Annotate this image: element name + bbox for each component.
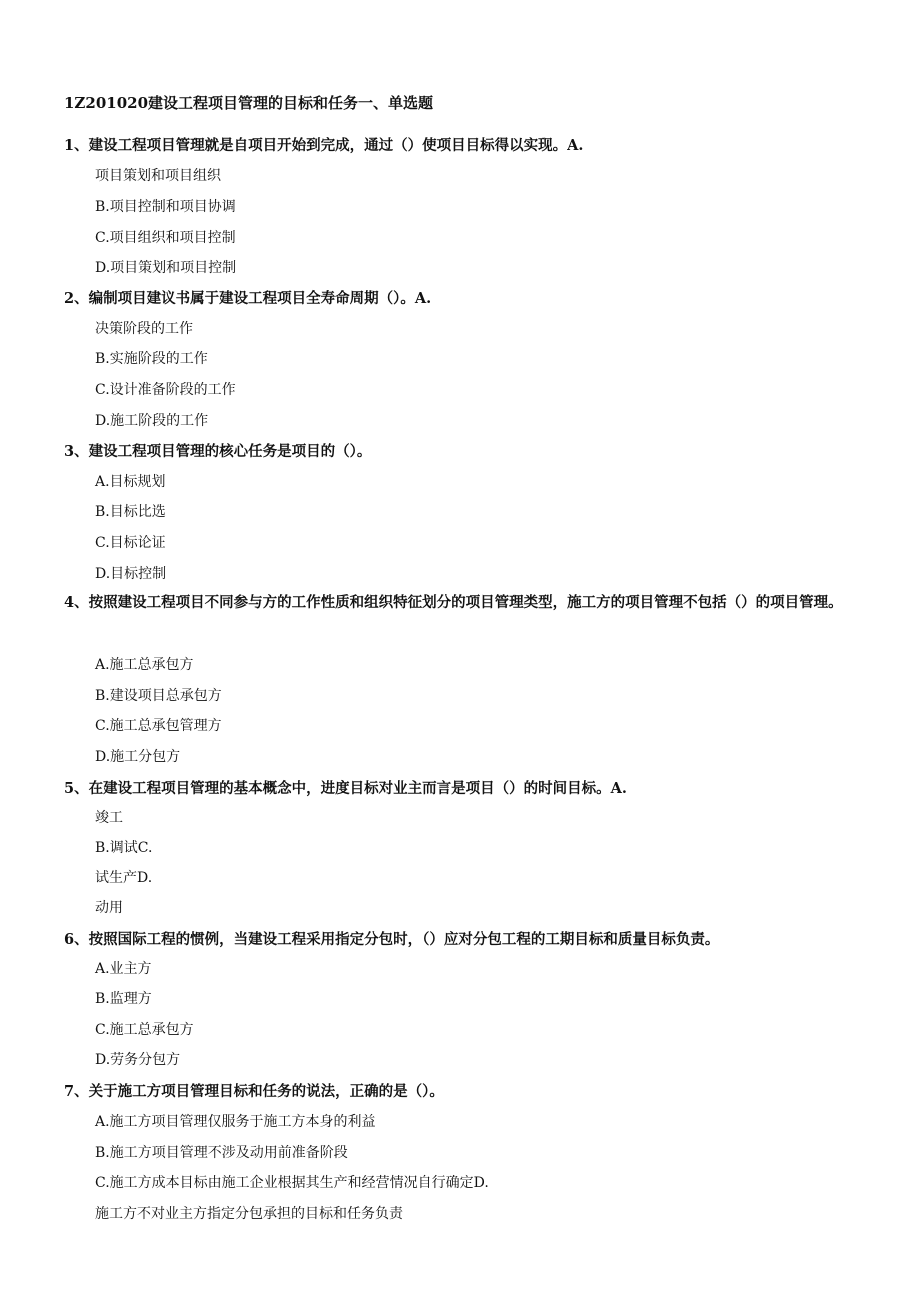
question-7-option-d: 施工方不对业主方指定分包承担的目标和任务负责	[95, 1206, 403, 1222]
question-2-option-b: B.实施阶段的工作	[95, 351, 208, 367]
question-6: 6、按照国际工程的惯例，当建设工程采用指定分包时，（）应对分包工程的工期目标和质量目标负责。	[64, 931, 720, 948]
question-1: 1、建设工程项目管理就是自项目开始到完成，通过（）使项目目标得以实现。A.	[64, 137, 584, 154]
question-4-option-d: D.施工分包方	[95, 749, 181, 765]
question-3: 3、建设工程项目管理的核心任务是项目的（）。	[64, 443, 372, 460]
question-6-option-a: A.业主方	[95, 961, 152, 977]
question-1-option-d: D.项目策划和项目控制	[95, 260, 237, 276]
question-1-option-a: 项目策划和项目组织	[95, 168, 221, 184]
question-2-option-d: D.施工阶段的工作	[95, 413, 209, 429]
question-3-option-a: A.目标规划	[95, 474, 166, 490]
question-7-option-a: A.施工方项目管理仅服务于施工方本身的利益	[95, 1114, 376, 1130]
question-6-option-d: D.劳务分包方	[95, 1052, 181, 1068]
question-7: 7、关于施工方项目管理目标和任务的说法，正确的是（）。	[64, 1083, 444, 1100]
question-4-option-b: B.建设项目总承包方	[95, 688, 222, 704]
question-2-option-c: C.设计准备阶段的工作	[95, 382, 236, 398]
question-2-option-a: 决策阶段的工作	[95, 321, 193, 337]
document-title: 1Z201020建设工程项目管理的目标和任务一、单选题	[64, 94, 434, 112]
question-1-option-b: B.项目控制和项目协调	[95, 199, 236, 215]
question-7-option-c: C.施工方成本目标由施工企业根据其生产和经营情况自行确定D.	[95, 1175, 489, 1191]
question-5: 5、在建设工程项目管理的基本概念中，进度目标对业主而言是项目（）的时间目标。A.	[64, 780, 627, 797]
question-1-option-c: C.项目组织和项目控制	[95, 230, 236, 246]
question-5-option-b: B.调试C.	[95, 840, 153, 856]
question-3-option-d: D.目标控制	[95, 566, 167, 582]
question-6-option-b: B.监理方	[95, 991, 152, 1007]
question-5-option-a: 竣工	[95, 810, 123, 826]
question-4-option-a: A.施工总承包方	[95, 657, 194, 673]
question-7-option-b: B.施工方项目管理不涉及动用前准备阶段	[95, 1145, 348, 1161]
question-2: 2、编制项目建议书属于建设工程项目全寿命周期（）。A.	[64, 290, 432, 307]
question-5-option-c: 试生产D.	[95, 870, 153, 886]
question-3-option-b: B.目标比选	[95, 504, 166, 520]
question-4: 4、按照建设工程项目不同参与方的工作性质和组织特征划分的项目管理类型，施工方的项目管理不包括（）的项目管理。	[64, 594, 843, 611]
question-6-option-c: C.施工总承包方	[95, 1022, 194, 1038]
question-3-option-c: C.目标论证	[95, 535, 166, 551]
question-5-option-d: 动用	[95, 900, 123, 916]
question-4-option-c: C.施工总承包管理方	[95, 718, 222, 734]
